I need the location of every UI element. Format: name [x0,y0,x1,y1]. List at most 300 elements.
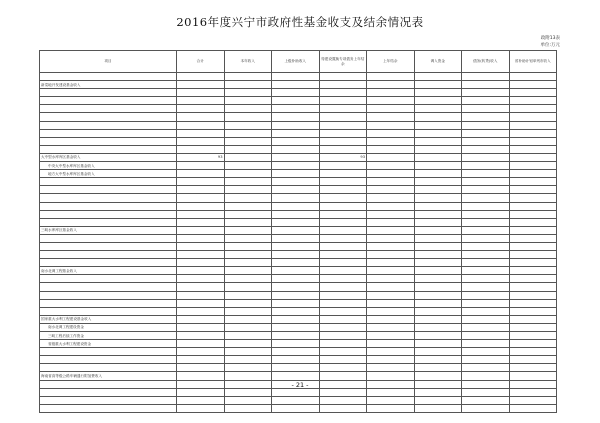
value-cell [462,202,510,210]
table-row [40,194,557,202]
table-row [40,267,557,275]
table-row [40,97,557,105]
value-cell [367,364,415,372]
table-row [40,242,557,250]
column-header: 本年收入 [224,51,272,73]
value-cell [462,145,510,153]
value-cell [367,210,415,218]
unit-label: 单位:万元 [540,43,560,48]
row-label: 地方大中型水库库区基金收入 [40,170,177,178]
value-cell [367,348,415,356]
fund-table [39,50,557,413]
value-cell [414,153,462,161]
value-cell [224,218,272,226]
value-cell [367,194,415,202]
value-cell [272,259,320,267]
value-cell [224,307,272,315]
value-cell [367,372,415,380]
row-label: 三峡工程后续工作资金 [40,332,177,340]
value-cell [462,137,510,145]
value-cell [509,242,557,250]
value-cell [319,364,367,372]
value-cell [224,105,272,113]
value-cell [177,202,225,210]
value-cell [272,348,320,356]
value-cell [462,348,510,356]
value-cell [414,105,462,113]
value-cell [414,251,462,259]
value-cell [224,121,272,129]
value-cell [414,242,462,250]
value-cell [509,388,557,396]
value-cell [224,210,272,218]
value-cell [414,299,462,307]
value-cell [414,404,462,412]
table-row [40,372,557,380]
value-cell [462,105,510,113]
value-cell [462,73,510,81]
value-cell [224,267,272,275]
row-label [40,73,177,81]
table-row [40,234,557,242]
value-cell [177,396,225,404]
value-cell [509,364,557,372]
value-cell [224,129,272,137]
value-cell [367,178,415,186]
value-cell [462,186,510,194]
value-cell [272,137,320,145]
row-label [40,178,177,186]
value-cell [319,81,367,89]
value-cell [319,299,367,307]
column-header: 项目 [40,51,177,73]
value-cell [414,81,462,89]
value-cell [462,226,510,234]
table-row [40,388,557,396]
value-cell [319,242,367,250]
table-row [40,348,557,356]
table-row [40,153,557,161]
value-cell [224,153,272,161]
table-row [40,396,557,404]
value-cell [414,307,462,315]
row-label [40,145,177,153]
column-header: 省补助计划单列市收入 [509,51,557,73]
value-cell [462,210,510,218]
value-cell [509,73,557,81]
row-label: 省级重大水利工程建设资金 [40,340,177,348]
table-row [40,251,557,259]
value-cell [177,226,225,234]
table-row [40,299,557,307]
value-cell [509,340,557,348]
value-cell [509,129,557,137]
value-cell [224,170,272,178]
row-label [40,396,177,404]
value-cell [509,234,557,242]
value-cell [414,259,462,267]
value-cell [509,226,557,234]
form-code: 政附13表 [540,36,560,41]
table-row [40,259,557,267]
value-cell [509,170,557,178]
value-cell [367,388,415,396]
table-row [40,105,557,113]
value-cell [319,315,367,323]
value-cell [177,145,225,153]
value-cell [462,251,510,259]
row-label [40,291,177,299]
value-cell [272,242,320,250]
value-cell [224,299,272,307]
value-cell [367,186,415,194]
value-cell [509,202,557,210]
value-cell [509,356,557,364]
row-label [40,259,177,267]
table-row [40,145,557,153]
value-cell [414,372,462,380]
value-cell [177,291,225,299]
value-cell [367,315,415,323]
row-label [40,307,177,315]
value-cell [462,283,510,291]
value-cell [509,121,557,129]
value-cell [509,251,557,259]
value-cell [509,81,557,89]
row-label: 中央大中型水库库区基金收入 [40,162,177,170]
value-cell [367,332,415,340]
row-label [40,113,177,121]
value-cell [177,283,225,291]
value-cell [367,153,415,161]
value-cell [414,364,462,372]
value-cell [367,226,415,234]
value-cell [367,89,415,97]
row-label [40,121,177,129]
value-cell [462,194,510,202]
value-cell [272,275,320,283]
value-cell [177,234,225,242]
value-cell [272,323,320,331]
value-cell [224,315,272,323]
value-cell [509,332,557,340]
value-cell [462,153,510,161]
table-row [40,307,557,315]
value-cell [224,291,272,299]
value-cell [509,186,557,194]
value-cell [414,170,462,178]
value-cell [224,356,272,364]
value-cell [509,315,557,323]
value-cell [177,129,225,137]
value-cell [319,332,367,340]
table-row [40,113,557,121]
value-cell [462,259,510,267]
value-cell [414,162,462,170]
value-cell [224,178,272,186]
value-cell [462,291,510,299]
value-cell [462,178,510,186]
value-cell [462,242,510,250]
row-label [40,218,177,226]
value-cell [272,364,320,372]
value-cell [272,153,320,161]
value-cell [462,340,510,348]
value-cell [272,356,320,364]
value-cell [367,283,415,291]
value-cell [509,218,557,226]
value-cell [272,404,320,412]
value-cell [462,113,510,121]
value-cell [224,73,272,81]
value-cell [224,332,272,340]
value-cell [272,251,320,259]
value-cell [272,113,320,121]
value-cell [272,178,320,186]
value-cell [509,194,557,202]
row-label [40,364,177,372]
value-cell [367,73,415,81]
table-row [40,186,557,194]
value-cell [509,372,557,380]
value-cell [177,121,225,129]
value-cell [367,299,415,307]
row-label [40,404,177,412]
value-cell [414,340,462,348]
value-cell [272,372,320,380]
table-row [40,323,557,331]
value-cell [272,340,320,348]
row-label [40,348,177,356]
value-cell [367,291,415,299]
value-cell [272,267,320,275]
value-cell [177,81,225,89]
value-cell [319,186,367,194]
value-cell [509,283,557,291]
value-cell [319,97,367,105]
value-cell [367,129,415,137]
table-row [40,170,557,178]
value-cell [177,332,225,340]
value-cell: 93 [177,153,225,161]
table-row [40,89,557,97]
row-label: 南水北调工程建设资金 [40,323,177,331]
value-cell [414,186,462,194]
report-title: 2016年度兴宁市政府性基金收支及结余情况表 [176,15,424,29]
value-cell [414,145,462,153]
value-cell [319,283,367,291]
value-cell [414,283,462,291]
value-cell [509,396,557,404]
value-cell [177,299,225,307]
value-cell [367,81,415,89]
value-cell [177,348,225,356]
table-row [40,315,557,323]
table-row [40,81,557,89]
value-cell [367,307,415,315]
value-cell [224,372,272,380]
value-cell [319,251,367,259]
value-cell [319,137,367,145]
value-cell [509,113,557,121]
value-cell [272,291,320,299]
value-cell [414,291,462,299]
column-header: 债务(转贷)收入 [462,51,510,73]
value-cell [319,291,367,299]
value-cell [177,210,225,218]
value-cell [319,178,367,186]
row-label [40,388,177,396]
value-cell [462,81,510,89]
value-cell [177,340,225,348]
row-label [40,299,177,307]
value-cell [414,202,462,210]
table-row [40,332,557,340]
page-number: - 21 - [291,381,309,389]
table-row [40,210,557,218]
value-cell [319,396,367,404]
value-cell [272,145,320,153]
value-cell [272,315,320,323]
value-cell [462,299,510,307]
value-cell [367,218,415,226]
row-label [40,234,177,242]
value-cell [177,364,225,372]
row-label: 大中型水库库区基金收入 [40,153,177,161]
value-cell [177,89,225,97]
value-cell [224,137,272,145]
value-cell [177,105,225,113]
column-header: 待建设置换专项债务上年结余 [319,51,367,73]
value-cell [414,323,462,331]
header-row [40,51,557,73]
value-cell [177,275,225,283]
value-cell [272,97,320,105]
row-label: 海南省高等级公路车辆通行附加费收入 [40,372,177,380]
value-cell [319,307,367,315]
value-cell [462,315,510,323]
value-cell [319,267,367,275]
value-cell [367,396,415,404]
value-cell [509,153,557,161]
row-label [40,242,177,250]
row-label [40,251,177,259]
value-cell [177,137,225,145]
value-cell [367,113,415,121]
value-cell [462,97,510,105]
value-cell [509,275,557,283]
value-cell [272,388,320,396]
value-cell [462,404,510,412]
value-cell [319,404,367,412]
value-cell [414,210,462,218]
value-cell [509,323,557,331]
value-cell [177,162,225,170]
value-cell [414,194,462,202]
value-cell: 93 [319,153,367,161]
value-cell [414,218,462,226]
value-cell [224,97,272,105]
value-cell [319,202,367,210]
value-cell [319,73,367,81]
value-cell [272,283,320,291]
table-row [40,291,557,299]
value-cell [177,218,225,226]
value-cell [414,275,462,283]
table-row [40,356,557,364]
value-cell [272,332,320,340]
value-cell [462,364,510,372]
table-row [40,404,557,412]
value-cell [224,226,272,234]
value-cell [509,105,557,113]
value-cell [367,145,415,153]
value-cell [319,210,367,218]
value-cell [367,242,415,250]
value-cell [319,218,367,226]
value-cell [462,121,510,129]
value-cell [367,323,415,331]
value-cell [414,129,462,137]
value-cell [224,348,272,356]
value-cell [462,162,510,170]
value-cell [367,267,415,275]
value-cell [462,307,510,315]
value-cell [414,178,462,186]
value-cell [414,97,462,105]
value-cell [367,259,415,267]
value-cell [177,194,225,202]
table-row [40,340,557,348]
value-cell [462,396,510,404]
row-label: 国家重大水利工程建设基金收入 [40,315,177,323]
value-cell [319,348,367,356]
value-cell [414,396,462,404]
value-cell [462,275,510,283]
value-cell [414,348,462,356]
value-cell [177,259,225,267]
value-cell [509,404,557,412]
column-header: 合计 [177,51,225,73]
value-cell [509,89,557,97]
value-cell [367,275,415,283]
table-row [40,73,557,81]
value-cell [462,323,510,331]
value-cell [367,202,415,210]
value-cell [272,129,320,137]
value-cell [367,340,415,348]
row-label [40,129,177,137]
value-cell [414,332,462,340]
value-cell [224,234,272,242]
value-cell [177,97,225,105]
value-cell [224,396,272,404]
value-cell [319,372,367,380]
table-row [40,137,557,145]
value-cell [224,275,272,283]
value-cell [319,121,367,129]
table-row [40,162,557,170]
value-cell [509,162,557,170]
value-cell [414,121,462,129]
row-label: 新菜地开发建设基金收入 [40,81,177,89]
column-header: 上级补助收入 [272,51,320,73]
value-cell [414,356,462,364]
value-cell [272,226,320,234]
value-cell [319,226,367,234]
value-cell [177,267,225,275]
value-cell [462,170,510,178]
